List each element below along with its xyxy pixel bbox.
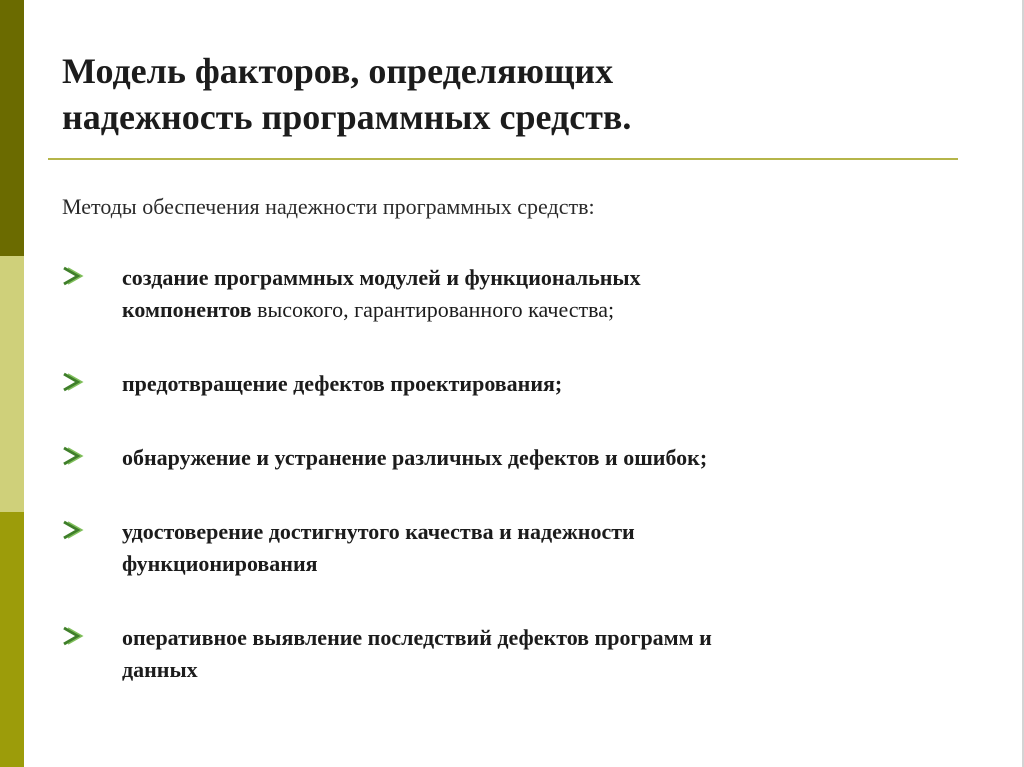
intro-text: Методы обеспечения надежности программных средств: (62, 194, 595, 219)
list-item-text-bold: создание программных модулей и функциональных (122, 265, 641, 290)
list-item (62, 262, 942, 368)
list-item (62, 368, 942, 442)
list-item-text (122, 516, 942, 580)
sidebar-segment-mid (0, 512, 24, 767)
methods-list (62, 262, 942, 698)
list-item (62, 516, 942, 622)
list-item-text-bold: удостоверение достигнутого качества и надежности (122, 519, 635, 544)
list-item-text (122, 622, 942, 686)
slide-title-line-1: Модель факторов, определяющих (62, 51, 614, 91)
chevron-arrow-icon (62, 444, 88, 468)
list-item-text-bold: данных (122, 657, 198, 682)
sidebar-segment-light (0, 256, 24, 512)
chevron-arrow-icon (62, 624, 88, 648)
slide-title (62, 48, 942, 140)
decorative-sidebar (0, 0, 24, 767)
list-item-text (122, 262, 942, 326)
list-item-text-bold: компонентов (122, 297, 252, 322)
chevron-arrow-icon (62, 264, 88, 288)
list-item-text-bold: предотвращение дефектов проектирования; (122, 371, 563, 396)
list-item-text-bold: обнаружение и устранение различных дефектов и ошибок; (122, 445, 708, 470)
sidebar-segment-dark (0, 0, 24, 256)
title-divider (48, 158, 958, 160)
list-item-text-bold: оперативное выявление последствий дефектов программ и (122, 625, 712, 650)
list-item (62, 622, 942, 698)
list-item-text-normal: высокого, гарантированного качества; (251, 297, 615, 322)
list-item-text-bold: функционирования (122, 551, 318, 576)
list-item-text (122, 368, 942, 400)
list-item-text (122, 442, 942, 474)
chevron-arrow-icon (62, 370, 88, 394)
slide-title-line-2: надежность программных средств. (62, 97, 632, 137)
chevron-arrow-icon (62, 518, 88, 542)
list-item (62, 442, 942, 516)
